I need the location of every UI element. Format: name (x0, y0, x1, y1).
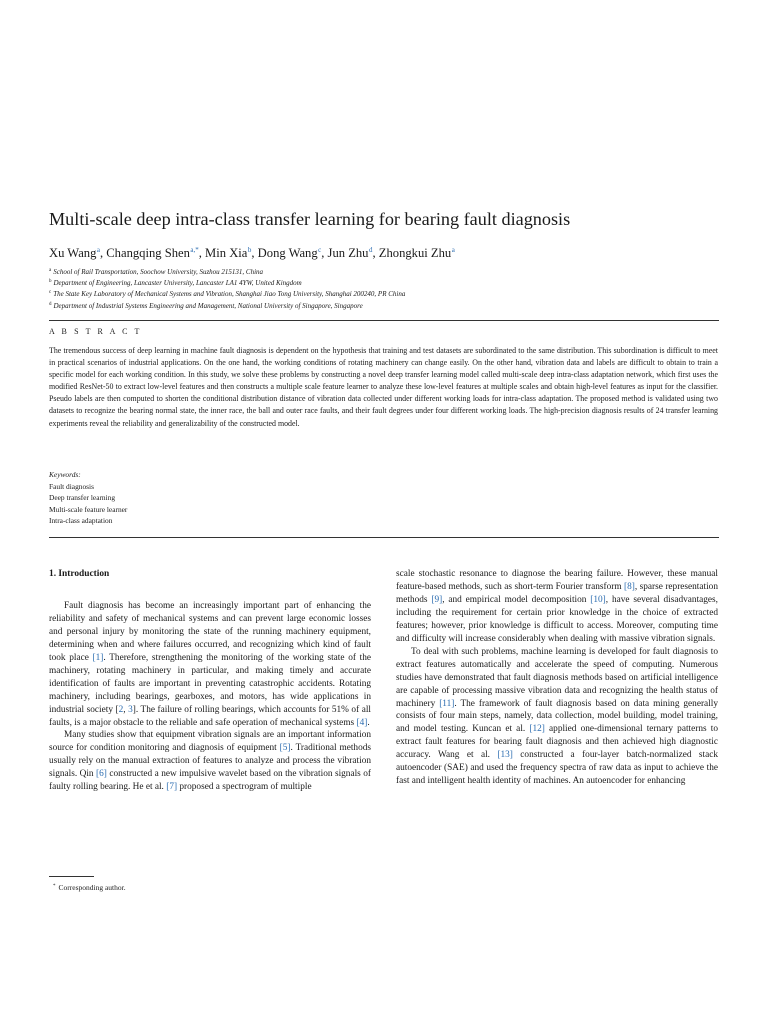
author-separator: , (251, 246, 258, 260)
affiliation-mark: c (49, 290, 52, 296)
body-text: , sparse representation methods (396, 581, 718, 605)
body-text: constructed a four-layer batch-normalized stack autoencoder (SAE) and used the frequency spectra of raw data as input to achieve the fast and intelligent health identity of machines. An autoencoder for enhancing (396, 750, 719, 787)
keywords-heading: Keywords: (49, 470, 81, 479)
body-text: , have several disadvantages, including the requirement for certain prior knowledge in the choice of extracted features; however, prior knowledge is difficult to access. Moreover, computing time and difficulty will increase considerably when dealing with massive vibration signals. (396, 594, 718, 644)
citation-link: [1] (92, 652, 104, 663)
author-name: Jun Zhu (327, 246, 369, 260)
affiliation-text: School of Rail Transportation, Soochow University, Suzhou 215131, China (53, 268, 264, 276)
body-text: . (367, 717, 370, 728)
body-paragraph (396, 646, 718, 788)
citation-link: [10] (590, 594, 606, 605)
left-column-body (49, 600, 371, 794)
affiliation (49, 300, 729, 311)
footnote (53, 881, 126, 893)
author-affiliation-mark: a (96, 246, 100, 254)
keyword-item: Fault diagnosis (49, 481, 94, 491)
affiliation-text: Department of Industrial Systems Engineering and Management, National University of Singapore, Singapore (53, 301, 363, 310)
author-separator: , (198, 246, 206, 260)
keyword-item: Intra-class adaptation (49, 516, 113, 526)
author-affiliation-mark: d (368, 246, 373, 254)
keyword-item: Multi-scale feature learner (49, 504, 128, 514)
body-text: Many studies show that equipment vibration signals are an important information source for condition monitoring and diagnosis of equipment (49, 730, 371, 754)
body-text: applied one-dimensional ternary patterns to extract fault features for bearing fault diagnosis and then achieved high diagnostic accuracy. Wang et al. (396, 724, 718, 761)
author-separator: , (372, 246, 379, 260)
body-paragraph (49, 600, 371, 730)
footnote-text: Corresponding author. (58, 883, 126, 892)
author-separator: , (321, 246, 328, 260)
author-name: Xu Wang (49, 246, 97, 260)
author-separator: , (99, 246, 107, 260)
citation-link: [13] (497, 750, 513, 761)
citation-link: [11] (439, 698, 455, 709)
author-affiliation-mark: c (318, 246, 322, 254)
body-text: . Therefore, strengthening the monitoring of the working state of the machinery, rotating machinery in particular, and making timely and accurate identification of faults are important in preventing catastrophic accidents. Rotating machinery, including bearings, gearboxes, and motors, has wide applications in industrial society [ (49, 652, 371, 715)
author-name: Min Xia (205, 246, 248, 260)
paper-title: Multi-scale deep intra-class transfer learning for bearing fault diagnosis (49, 209, 571, 229)
author-name: Dong Wang (257, 246, 318, 260)
body-paragraph (396, 568, 718, 646)
affiliation (49, 288, 729, 299)
affiliation (49, 277, 729, 288)
abstract-top-rule (49, 320, 719, 321)
citation-link: [7] (166, 782, 178, 793)
citation-link: [12] (529, 724, 545, 735)
affiliation-mark: b (49, 279, 52, 285)
body-text: Fault diagnosis has become an increasingly important part of enhancing the reliability and safety of mechanical systems and can prevent large economic losses and personal injury by monitoring the state of the running machinery equipment, determining when and where failures occurred, and recognizing which kind of fault took place (49, 600, 371, 663)
keywords-block (49, 469, 349, 527)
body-text: , (123, 704, 129, 715)
citation-link: 2 (118, 704, 124, 715)
citation-link: [6] (96, 769, 107, 780)
citation-link: [5] (279, 743, 291, 754)
body-text: . The framework of fault diagnosis based on data mining generally consists of four main steps, namely, data collection, model building, model training, and model testing. Kuncan et al. (396, 698, 718, 735)
abstract-heading: A B S T R A C T (49, 327, 143, 336)
right-column-body (396, 568, 718, 788)
body-text: . Traditional methods usually rely on the manual extraction of features to analyze and process the vibration signals. Qin (49, 743, 371, 780)
abstract-text: The tremendous success of deep learning in machine fault diagnosis is dependent on the hypothesis that training and test datasets are subordinated to the same distribution. This subordination is difficult to meet in practical scenarios of industrial applications. On the one hand, the working conditions of rotating machinery can change easily. On the other hand, vibration data and labels are difficult to obtain to train a specific model for each working condition. In this study, we solve these problems by constructing a novel deep transfer learning model called multi-scale deep intra-class adaptation network, which first uses the modified ResNet-50 to extract low-level features and then constructs a multiple scale feature learner to analyze these low-level features at multiple scales and obtain high-level features as input for the classifier. Pseudo labels are then computed to shorten the conditional distribution distance of vibration data collected under different working loads for intra-class adaptation. The proposed method is validated using two datasets to recognize the bearing normal state, the inner race, the ball and outer race faults, and their fault degrees under four different working loads. The high-precision diagnosis results of 24 transfer learning experiments reveal the reliability and generalizability of the constructed model. (49, 346, 718, 428)
author-name: Changqing Shen (106, 246, 190, 260)
keyword-item: Deep transfer learning (49, 493, 116, 503)
left-column (49, 568, 371, 794)
body-text: ]. The failure of rolling bearings, which accounts for 51% of all faults, is a major obstacle to the reliable and safe operation of mechanical systems (49, 704, 371, 728)
citation-link: [9] (431, 594, 443, 605)
citation-link: [8] (624, 581, 635, 592)
body-text: proposed a spectrogram of multiple (177, 782, 312, 793)
body-paragraph (49, 729, 371, 794)
footnote-rule (49, 876, 94, 877)
author-affiliation-mark: b (247, 246, 252, 254)
body-text: scale stochastic resonance to diagnose the bearing failure. However, these manual feature-based methods, such as short-term Fourier transform (396, 569, 718, 592)
affiliation-mark: a (49, 268, 52, 273)
citation-link: 3 (128, 704, 133, 715)
author-affiliation-mark: a,* (190, 246, 199, 254)
body-text: , and empirical model decomposition (442, 594, 591, 605)
keywords-bottom-rule (49, 537, 719, 538)
affiliation-text: Department of Engineering, Lancaster University, Lancaster LA1 4YW, United Kingdom (53, 279, 302, 288)
body-text: constructed a new impulsive wavelet based on the vibration signals of faulty rolling bearing. He et al. (49, 769, 371, 793)
affiliation (49, 266, 729, 277)
section-heading: 1. Introduction (49, 569, 110, 579)
affiliation-mark: d (49, 301, 52, 307)
author-list (49, 240, 729, 263)
footnote-mark: * (53, 884, 56, 889)
author-affiliation-mark: a (451, 246, 455, 254)
right-column (396, 568, 718, 788)
citation-link: [4] (356, 717, 368, 728)
body-text: To deal with such problems, machine learning is developed for fault diagnosis to extract features automatically and accelerate the speed of computing. Numerous studies have demonstrated that fault diagnosis methods based on artificial intelligence are capable of processing massive vibration data and recognizing the health status of machinery (396, 646, 718, 709)
affiliation-list (49, 266, 729, 311)
affiliation-text: The State Key Laboratory of Mechanical Systems and Vibration, Shanghai Jiao Tong University, Shanghai 200240, PR China (53, 290, 406, 299)
author-name: Zhongkui Zhu (378, 246, 452, 260)
